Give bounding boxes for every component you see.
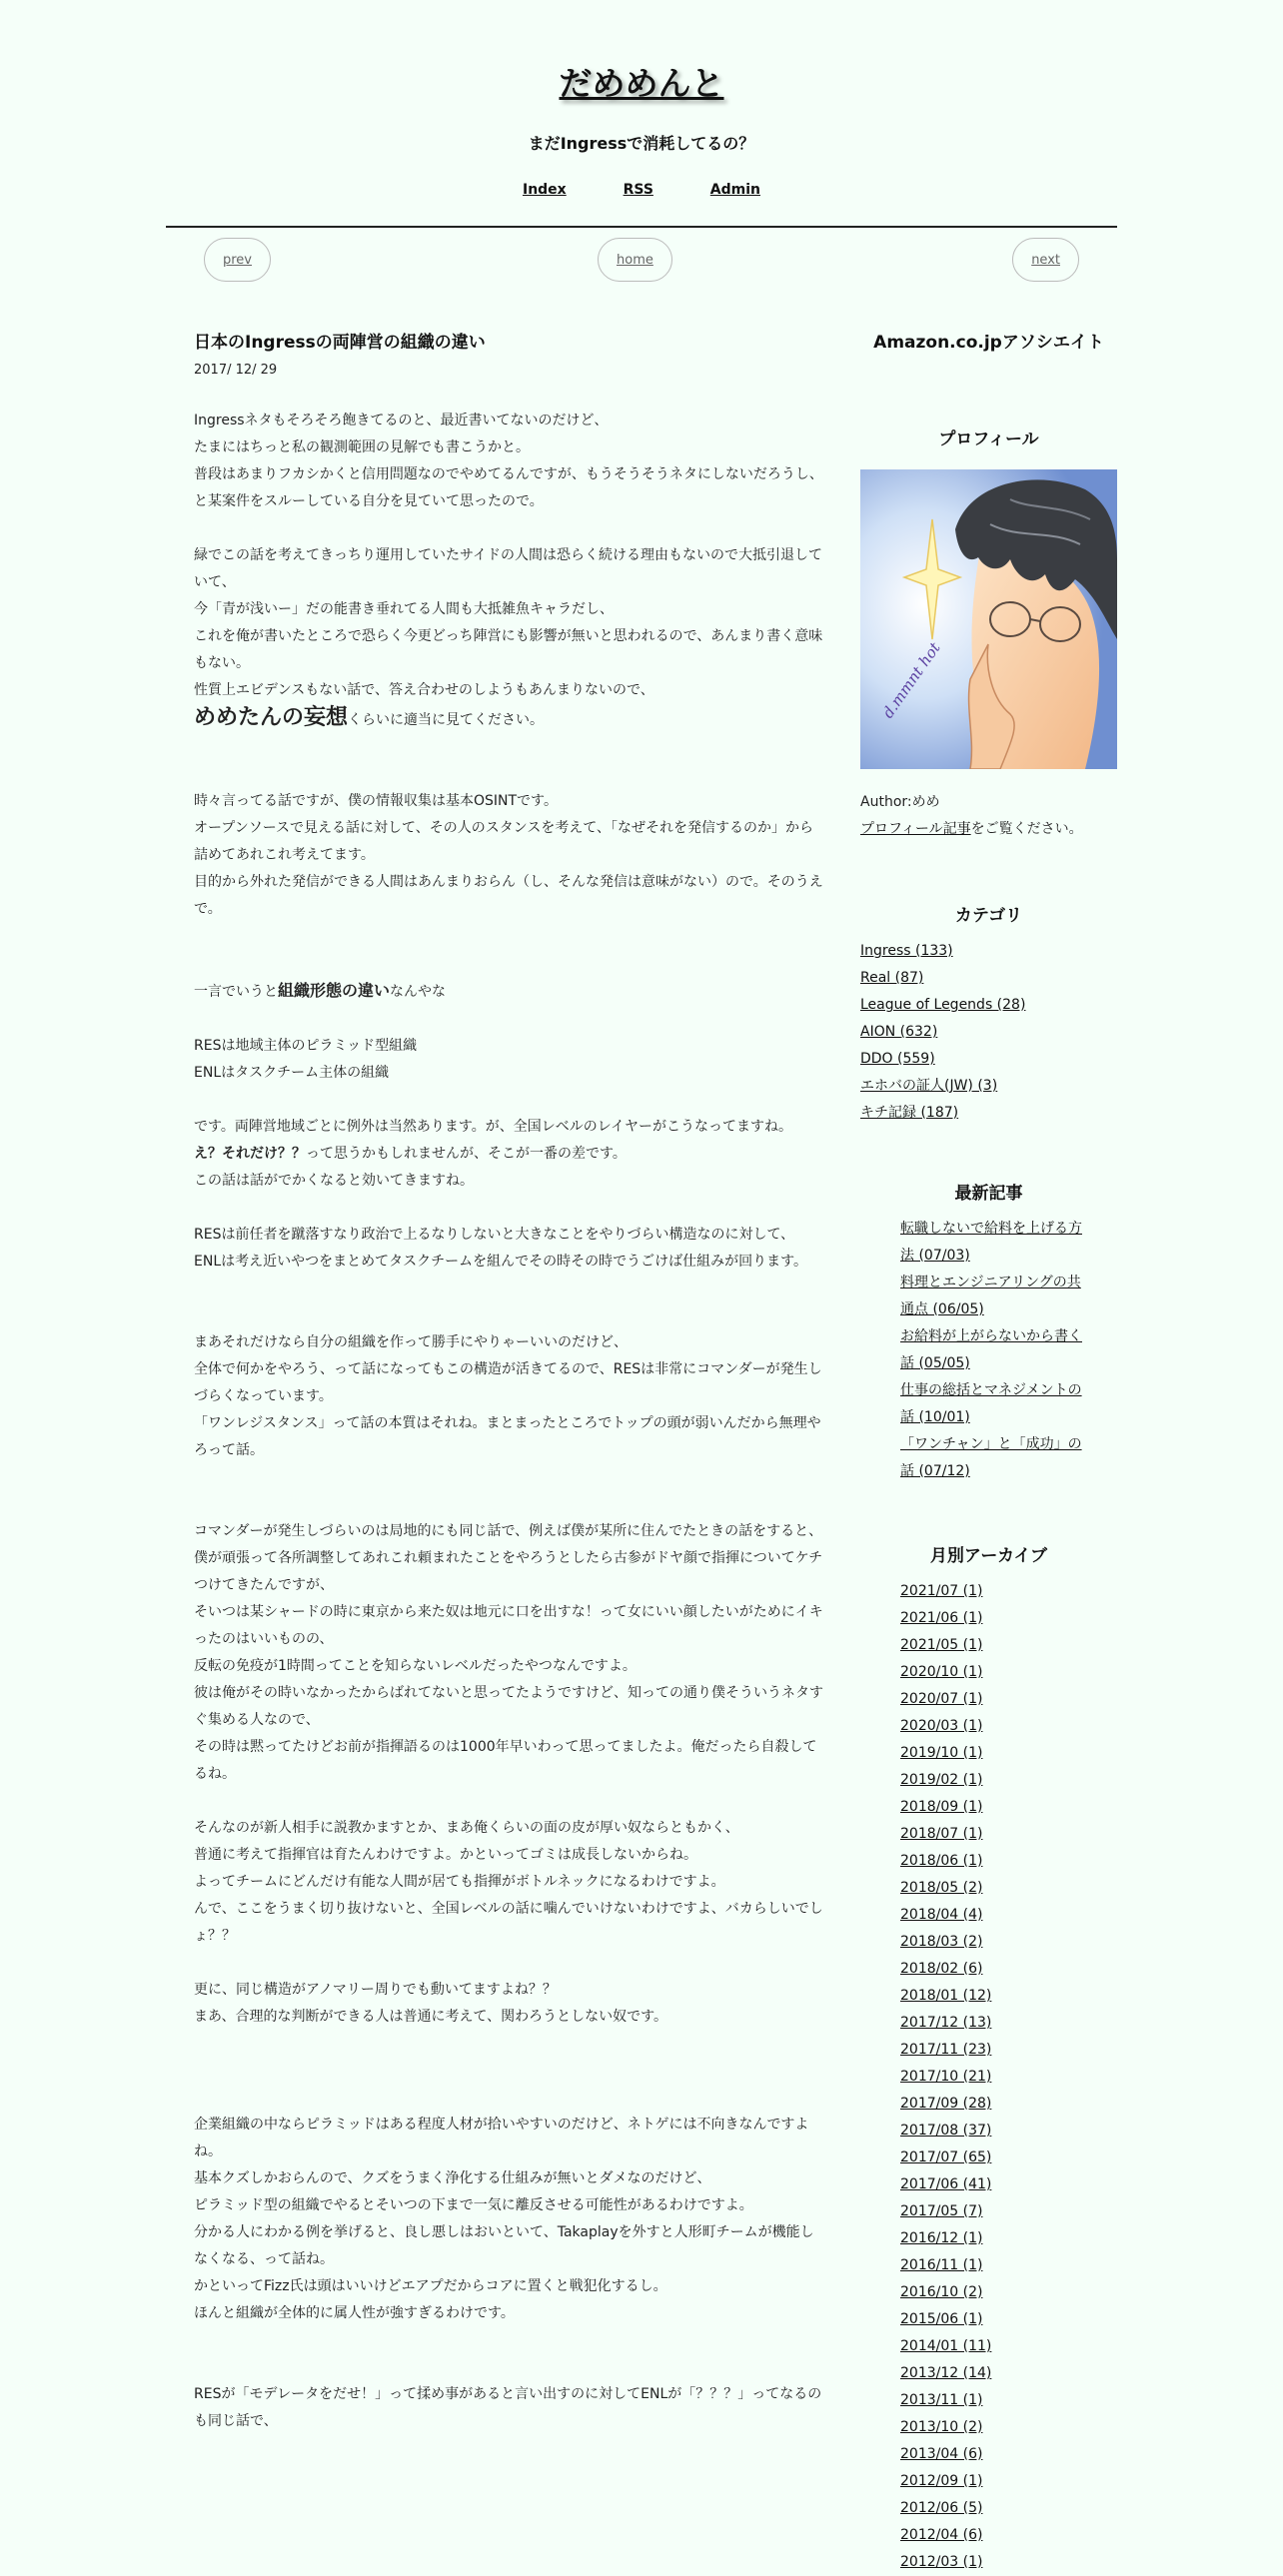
post-paragraph: 彼は俺がその時いなかったからばれてないと思ってたようですけど、知っての通り僕そういうネタすぐ集める人なので、	[194, 1685, 823, 1728]
archive-item	[900, 2064, 1117, 2091]
category-link[interactable]: キチ記録 (187)	[860, 1105, 959, 1121]
archive-item	[900, 2306, 1117, 2333]
archive-item	[900, 2037, 1117, 2064]
archive-link[interactable]: 2016/12 (1)	[900, 2230, 983, 2246]
recent-item	[900, 1216, 1117, 1270]
profile-note	[860, 816, 1117, 843]
post-paragraph: ピラミッド型の組織でやるとそいつの下まで一気に離反させる可能性があるわけですよ。	[194, 2197, 753, 2213]
archive-item	[900, 1956, 1117, 1983]
archive-link[interactable]: 2012/06 (5)	[900, 2500, 983, 2516]
archive-link[interactable]: 2021/05 (1)	[900, 1637, 983, 1653]
archive-item	[900, 1686, 1117, 1713]
post-paragraph: んで、ここをうまく切り抜けないと、全国レベルの話に噛んでいけないわけですよ、バカらしいでしょ？？	[194, 1901, 823, 1944]
post-paragraph: 更に、同じ構造がアノマリー周りでも動いてますよね？？	[194, 1982, 557, 1998]
profile-illustration	[860, 469, 1117, 769]
archive-link[interactable]: 2017/12 (13)	[900, 2015, 992, 2031]
archive-link[interactable]: 2018/03 (2)	[900, 1934, 983, 1950]
emphasis-text: めめたんの妄想	[194, 705, 349, 730]
post-paragraph: RESが「モデレータをだせ！」って揉め事があると言い出すのに対してENLが「？？？」ってなるのも同じ話で、	[194, 2386, 822, 2429]
post-paragraph: たまにはちっと私の観測範囲の見解でも書こうかと。	[194, 439, 530, 455]
archive-link[interactable]: 2012/09 (1)	[900, 2473, 983, 2489]
archive-link[interactable]: 2021/07 (1)	[900, 1583, 983, 1599]
post-paragraph: 分かる人にわかる例を挙げると、良し悪しはおいといて、Takaplayを外すと人形町チームが機能しなくなる、って話ね。	[194, 2224, 814, 2267]
archive-link[interactable]: 2021/06 (1)	[900, 1610, 983, 1626]
post-paragraph: よってチームにどんだけ有能な人間が居ても指揮がボトルネックになるわけですよ。	[194, 1874, 725, 1890]
archive-item	[900, 1740, 1117, 1767]
nav-index-link[interactable]: Index	[522, 182, 567, 198]
archive-item	[900, 1929, 1117, 1956]
author-block	[860, 789, 1117, 843]
category-link[interactable]: DDO (559)	[860, 1051, 935, 1067]
profile-heading: プロフィール	[938, 429, 1039, 449]
svg-text:d.mmnt hot: d.mmnt hot	[878, 638, 944, 722]
post-paragraph: 時々言ってる話ですが、僕の情報収集は基本OSINTです。	[194, 793, 558, 809]
archive-item	[900, 2010, 1117, 2037]
emphasis-text: 組織形態の違い	[278, 981, 391, 1000]
archive-link[interactable]: 2018/07 (1)	[900, 1826, 983, 1842]
post-body	[194, 408, 823, 2435]
recent-article-link[interactable]: 「ワンチャン」と「成功」の 話 (07/12)	[900, 1436, 1082, 1479]
archive-item	[900, 2387, 1117, 2414]
recent-article-link[interactable]: 仕事の総括とマネジメントの 話 (10/01)	[900, 1382, 1082, 1425]
sidebar	[860, 328, 1117, 2576]
archive-item	[900, 1713, 1117, 1740]
archive-link[interactable]: 2017/10 (21)	[900, 2069, 992, 2085]
archive-link[interactable]: 2017/11 (23)	[900, 2042, 992, 2058]
archive-list	[860, 1578, 1117, 2576]
archive-item	[900, 2333, 1117, 2360]
post-paragraph	[194, 704, 823, 734]
site-subtitle: まだIngressで消耗してるの？	[528, 134, 755, 153]
profile-article-link[interactable]: プロフィール記事	[860, 821, 971, 837]
post-paragraph: ENLはタスクチーム主体の組織	[194, 1065, 390, 1081]
category-link[interactable]: Real (87)	[860, 970, 924, 986]
archive-item	[900, 2522, 1117, 2549]
archive-link[interactable]: 2013/04 (6)	[900, 2446, 983, 2462]
category-link[interactable]: League of Legends (28)	[860, 997, 1026, 1013]
archive-link[interactable]: 2017/09 (28)	[900, 2096, 992, 2112]
archive-link[interactable]: 2019/10 (1)	[900, 1745, 983, 1761]
post-paragraph: と某案件をスルーしている自分を見ていて思ったので。	[194, 493, 544, 509]
archive-link[interactable]: 2017/08 (37)	[900, 2123, 992, 2139]
post-paragraph	[194, 1141, 823, 1168]
archive-item	[900, 2441, 1117, 2468]
post-paragraph: 僕が頑張って各所調整してあれこれ頼まれたことをやろうとしたら古参がドヤ顔で指揮についてケチつけてきたんですが、	[194, 1550, 823, 1593]
recent-article-link[interactable]: 転職しないで給料を上げる方 法 (07/03)	[900, 1221, 1082, 1264]
archive-item	[900, 2252, 1117, 2279]
archive-item	[900, 2495, 1117, 2522]
archive-link[interactable]: 2018/01 (12)	[900, 1988, 992, 2004]
archive-item	[900, 2279, 1117, 2306]
nav-admin-link[interactable]: Admin	[709, 182, 761, 198]
archive-link[interactable]: 2020/03 (1)	[900, 1718, 983, 1734]
category-link[interactable]: エホバの証人(JW) (3)	[860, 1078, 998, 1094]
archive-item	[900, 2225, 1117, 2252]
archive-item	[900, 1767, 1117, 1794]
post-paragraph: 目的から外れた発信ができる人間はあんまりおらん（し、そんな発信は意味がない）ので。そのうえで。	[194, 874, 823, 917]
post-paragraph: コマンダーが発生しづらいのは局地的にも同じ話で、例えば僕が某所に住んでたときの話をすると、	[194, 1523, 823, 1539]
post-paragraph: そんなのが新人相手に説教かますとか、まあ俺くらいの面の皮が厚い奴ならともかく、	[194, 1820, 739, 1836]
category-item	[860, 1073, 1117, 1100]
post-paragraph: 普段はあまりフカシかくと信用問題なのでやめてるんですが、もうそうそうネタにしないだろうし、	[194, 466, 823, 482]
archive-link[interactable]: 2015/06 (1)	[900, 2311, 983, 2327]
category-item	[860, 1019, 1117, 1046]
recent-item	[900, 1377, 1117, 1431]
post-paragraph: 基本クズしかおらんので、クズをうまく浄化する仕組みが無いとダメなのだけど、	[194, 2170, 711, 2186]
post-paragraph: かといってFizz氏は頭はいいけどエアプだからコアに置くと戦犯化するし。	[194, 2278, 667, 2294]
archive-item	[900, 2171, 1117, 2198]
category-item	[860, 965, 1117, 992]
archive-item	[900, 2360, 1117, 2387]
archive-item	[900, 1983, 1117, 2010]
archive-link[interactable]: 2018/05 (2)	[900, 1880, 983, 1896]
post-paragraph	[194, 977, 823, 1006]
category-item	[860, 992, 1117, 1019]
category-item	[860, 938, 1117, 965]
post-paragraph: ほんと組織が全体的に属人性が強すぎるわけです。	[194, 2305, 515, 2321]
emphasis-text: え？それだけ？？	[194, 1146, 306, 1162]
archive-link[interactable]: 2016/10 (2)	[900, 2284, 983, 2300]
post-paragraph: この話は話がでかくなると効いてきますね。	[194, 1173, 474, 1189]
site-header	[0, 0, 1283, 198]
archive-item	[900, 1848, 1117, 1875]
archive-link[interactable]: 2020/10 (1)	[900, 1664, 983, 1680]
archive-link[interactable]: 2017/07 (65)	[900, 2149, 992, 2165]
archive-link[interactable]: 2013/10 (2)	[900, 2419, 983, 2435]
archive-link[interactable]: 2020/07 (1)	[900, 1691, 983, 1707]
archive-item	[900, 1578, 1117, 1605]
archive-link[interactable]: 2017/06 (41)	[900, 2176, 992, 2192]
archive-link[interactable]: 2013/11 (1)	[900, 2392, 983, 2408]
archive-item	[900, 2118, 1117, 2145]
next-button[interactable]: next	[1012, 238, 1079, 282]
amazon-heading: Amazon.co.jpアソシエイト	[873, 333, 1104, 353]
recent-item	[900, 1323, 1117, 1377]
archive-item	[900, 2549, 1117, 2576]
recent-article-link[interactable]: お給料が上がらないから書く 話 (05/05)	[900, 1328, 1082, 1371]
post-paragraph: RESは地域主体のピラミッド型組織	[194, 1038, 418, 1054]
category-list	[860, 938, 1117, 1127]
post-paragraph: Ingressネタもそろそろ飽きてるのと、最近書いてないのだけど、	[194, 413, 609, 429]
post-paragraph: これを俺が書いたところで恐らく今更どっち陣営にも影響が無いと思われるので、あんまり書く意味もない。	[194, 628, 823, 671]
post-paragraph: 性質上エビデンスもない話で、答え合わせのしようもあんまりないので、	[194, 682, 654, 698]
category-link[interactable]: AION (632)	[860, 1024, 938, 1040]
post-text: くらいに適当に見てください。	[348, 712, 545, 728]
archive-link[interactable]: 2018/02 (6)	[900, 1961, 983, 1977]
post-paragraph: 今「青が浅いー」だの能書き垂れてる人間も大抵雑魚キャラだし、	[194, 601, 614, 617]
post-paragraph: ENLは考え近いやつをまとめてタスクチームを組んでその時その時でうごけば仕組みが回ります。	[194, 1254, 807, 1270]
nav-rss-link[interactable]: RSS	[623, 182, 653, 198]
post-paragraph: です。両陣営地域ごとに例外は当然あります。が、全国レベルのレイヤーがこうなってますね。	[194, 1119, 793, 1135]
archive-link[interactable]: 2019/02 (1)	[900, 1772, 983, 1788]
archive-item	[900, 1821, 1117, 1848]
author-name: Author:めめ	[860, 794, 940, 810]
archive-item	[900, 2145, 1117, 2171]
post-paragraph: 反転の免疫が1時間ってことを知らないレベルだったやつなんですよ。	[194, 1658, 637, 1674]
post-paragraph: そいつは某シャードの時に東京から来た奴は地元に口を出すな！って女にいい顔したいがためにイキったのはいいものの、	[194, 1604, 823, 1647]
post-date: 2017/ 12/ 29	[194, 363, 278, 378]
archive-item	[900, 1659, 1117, 1686]
archive-item	[900, 2468, 1117, 2495]
archive-heading: 月別アーカイブ	[929, 1546, 1048, 1566]
post-paragraph: まあ、合理的な判断ができる人は普通に考えて、関わろうとしない奴です。	[194, 2009, 668, 2025]
archive-link[interactable]: 2017/05 (7)	[900, 2203, 983, 2219]
archive-item	[900, 1605, 1117, 1632]
profile-suffix: をご覧ください。	[970, 821, 1083, 837]
post-paragraph: その時は黙ってたけどお前が指揮語るのは1000年早いわって思ってましたよ。俺だったら自殺してるね。	[194, 1739, 817, 1782]
post-paragraph: 全体で何かをやろう、って話になってもこの構造が活きてるので、RESは非常にコマンダーが発生しづらくなっています。	[194, 1361, 822, 1404]
recent-list	[860, 1216, 1117, 1485]
prev-button[interactable]: prev	[204, 238, 271, 282]
archive-item	[900, 2414, 1117, 2441]
post-article	[194, 328, 823, 2435]
post-text: って思うかもしれませんが、そこが一番の差です。	[306, 1146, 627, 1162]
post-text: なんやな	[390, 984, 447, 1000]
recent-heading: 最新記事	[954, 1184, 1023, 1204]
site-title[interactable]: だめめんと	[559, 64, 724, 103]
header-divider	[166, 226, 1117, 228]
post-paragraph: 緑でこの話を考えてきっちり運用していたサイドの人間は恐らく続ける理由もないので大抵引退していて、	[194, 547, 823, 590]
archive-link[interactable]: 2018/09 (1)	[900, 1799, 983, 1815]
post-paragraph: RESは前任者を蹴落すなり政治で上るなりしないと大きなことをやりづらい構造なのに対して、	[194, 1227, 795, 1243]
category-item	[860, 1100, 1117, 1127]
archive-item	[900, 2091, 1117, 2118]
recent-article-link[interactable]: 料理とエンジニアリングの共 通点 (06/05)	[900, 1275, 1081, 1317]
recent-item	[900, 1270, 1117, 1323]
category-heading: カテゴリ	[954, 906, 1023, 926]
post-paragraph: 「ワンレジスタンス」って話の本質はそれね。まとまったところでトップの頭が弱いんだから無理やろって話。	[194, 1415, 821, 1458]
home-button[interactable]: home	[598, 238, 672, 282]
archive-item	[900, 1794, 1117, 1821]
archive-link[interactable]: 2012/03 (1)	[900, 2554, 983, 2570]
post-paragraph: オープンソースで見える話に対して、その人のスタンスを考えて、「なぜそれを発信するのか」から詰めてあれこれ考えてます。	[194, 820, 814, 863]
post-paragraph: 普通に考えて指揮官は育たんわけですよ。かといってゴミは成長しないからね。	[194, 1847, 697, 1863]
archive-link[interactable]: 2013/12 (14)	[900, 2365, 992, 2381]
archive-link[interactable]: 2014/01 (11)	[900, 2338, 992, 2354]
site-nav	[0, 182, 1283, 198]
pager	[166, 238, 1117, 288]
archive-link[interactable]: 2018/06 (1)	[900, 1853, 983, 1869]
category-item	[860, 1046, 1117, 1073]
archive-item	[900, 1632, 1117, 1659]
archive-link[interactable]: 2012/04 (6)	[900, 2527, 983, 2543]
archive-item	[900, 1875, 1117, 1902]
post-paragraph: まあそれだけなら自分の組織を作って勝手にやりゃーいいのだけど、	[194, 1334, 628, 1350]
post-paragraph: 企業組織の中ならピラミッドはある程度人材が拾いやすいのだけど、ネトゲには不向きなんですよね。	[194, 2117, 809, 2159]
category-link[interactable]: Ingress (133)	[860, 943, 953, 959]
post-title: 日本のIngressの両陣営の組織の違い	[194, 333, 486, 353]
archive-item	[900, 2198, 1117, 2225]
archive-link[interactable]: 2016/11 (1)	[900, 2257, 983, 2273]
archive-link[interactable]: 2018/04 (4)	[900, 1907, 983, 1923]
archive-item	[900, 1902, 1117, 1929]
post-text: 一言でいうと	[194, 984, 278, 1000]
recent-item	[900, 1431, 1117, 1485]
